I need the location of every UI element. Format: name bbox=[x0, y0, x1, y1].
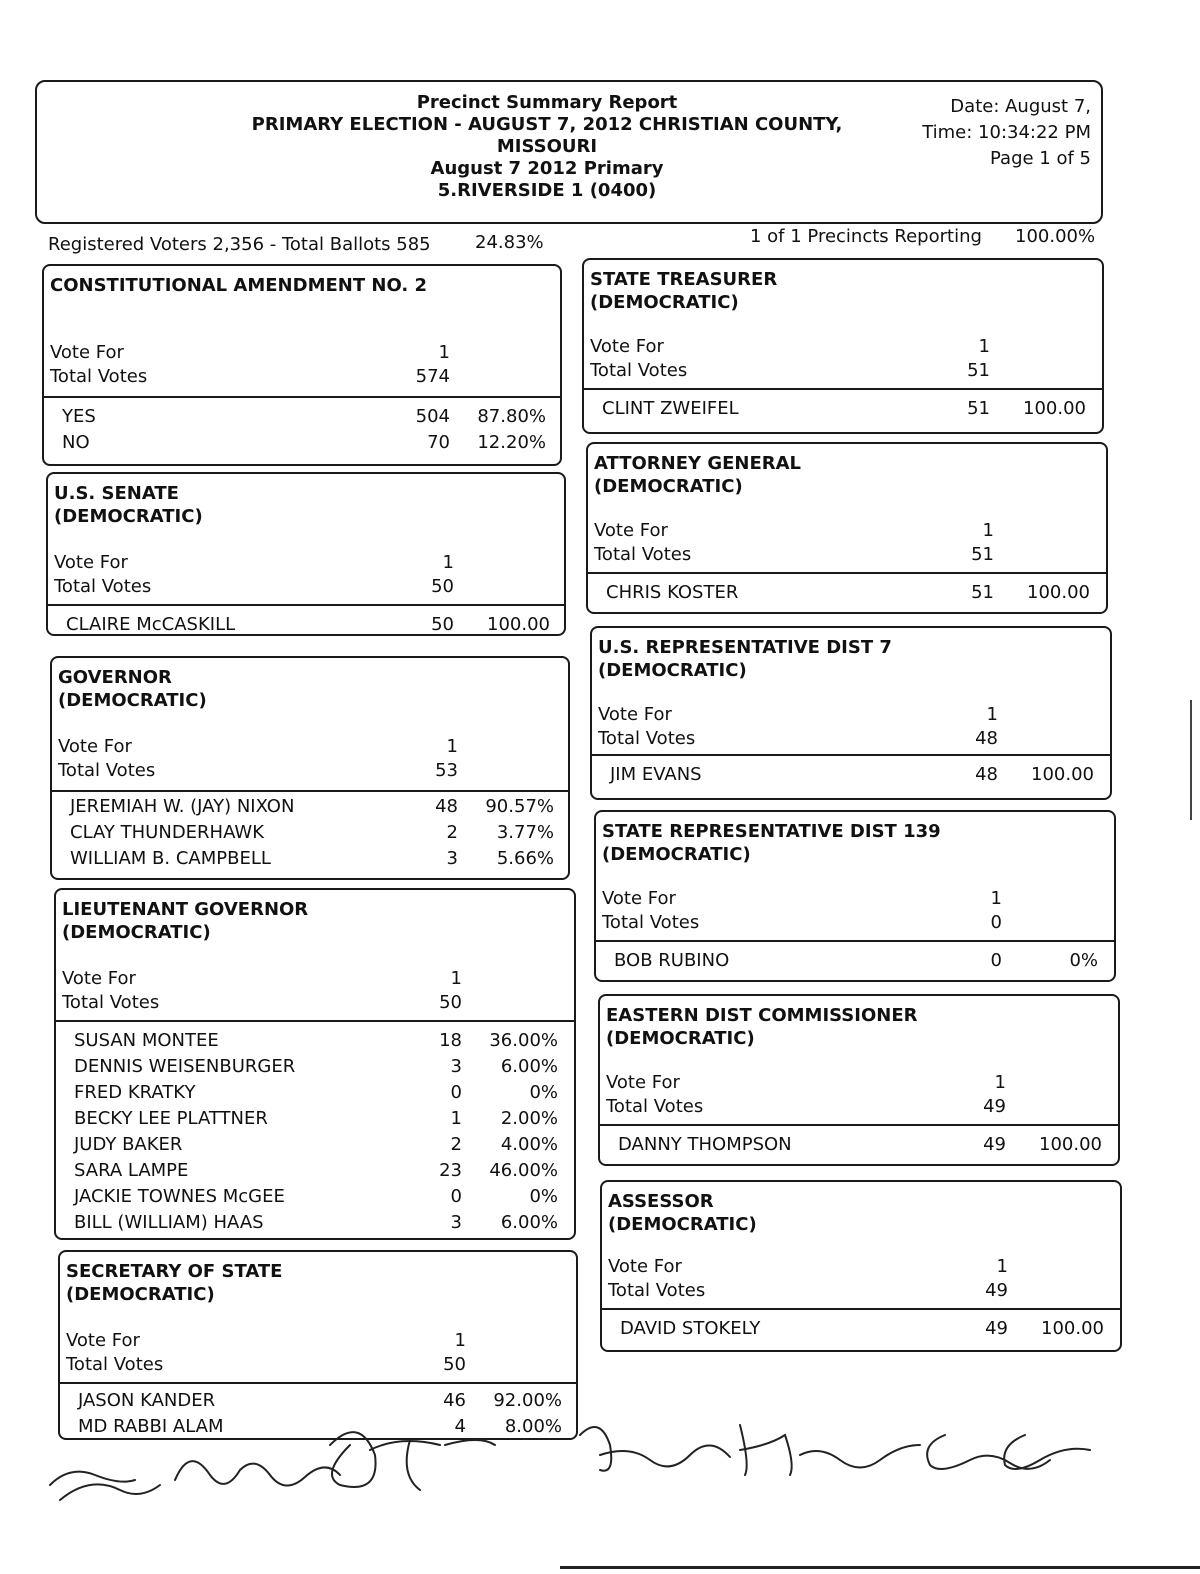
candidate-votes: 0 bbox=[450, 1082, 462, 1103]
race-title-line: (DEMOCRATIC) bbox=[598, 660, 747, 681]
candidate-percent: 100.00 bbox=[1041, 1318, 1104, 1339]
report-date: Date: August 7, bbox=[950, 96, 1091, 117]
race-box-constitutional-amendment-no-2 bbox=[42, 264, 562, 466]
race-box-lieutenant-governor bbox=[54, 888, 576, 1240]
race-title-line: ATTORNEY GENERAL bbox=[594, 453, 802, 474]
total-votes-value: 49 bbox=[983, 1096, 1006, 1117]
signature-5 bbox=[740, 1425, 920, 1475]
signature-3 bbox=[330, 1432, 495, 1490]
total-votes-value: 49 bbox=[985, 1280, 1008, 1301]
race-title bbox=[606, 1004, 1112, 1050]
registered-voters: Registered Voters 2,356 - Total Ballots 585 bbox=[48, 234, 431, 255]
candidate-name: JUDY BAKER bbox=[74, 1134, 183, 1155]
candidate-row bbox=[594, 582, 1100, 608]
total-votes-row bbox=[608, 1280, 1114, 1304]
race-title bbox=[54, 482, 558, 528]
race-title-line: ASSESSOR bbox=[608, 1191, 714, 1212]
candidate-percent: 8.00% bbox=[504, 1416, 562, 1437]
total-votes-value: 0 bbox=[990, 912, 1002, 933]
vote-for-label: Vote For bbox=[598, 704, 672, 725]
race-box-u-s-representative-dist-7 bbox=[590, 626, 1112, 800]
candidate-percent: 100.00 bbox=[1023, 398, 1086, 419]
candidate-row bbox=[58, 796, 562, 822]
race-title bbox=[66, 1260, 570, 1306]
candidate-name: FRED KRATKY bbox=[74, 1082, 196, 1103]
turnout-percent: 24.83% bbox=[475, 232, 544, 253]
race-title-line: EASTERN DIST COMMISSIONER bbox=[606, 1005, 918, 1026]
candidate-name: SUSAN MONTEE bbox=[74, 1030, 219, 1051]
candidate-row bbox=[62, 1056, 568, 1082]
precincts-reporting-percent: 100.00% bbox=[1015, 226, 1096, 247]
results-divider bbox=[596, 940, 1114, 942]
total-votes-row bbox=[50, 366, 554, 390]
candidate-percent: 0% bbox=[529, 1082, 558, 1103]
candidate-name: BOB RUBINO bbox=[614, 950, 730, 971]
vote-for-label: Vote For bbox=[58, 736, 132, 757]
candidate-row bbox=[62, 1186, 568, 1212]
candidate-votes: 46 bbox=[443, 1390, 466, 1411]
candidate-votes: 3 bbox=[446, 848, 458, 869]
candidate-percent: 0% bbox=[1069, 950, 1098, 971]
candidate-votes: 18 bbox=[439, 1030, 462, 1051]
race-title-line: (DEMOCRATIC) bbox=[58, 690, 207, 711]
vote-for-label: Vote For bbox=[602, 888, 676, 909]
election-line-1: PRIMARY ELECTION - AUGUST 7, 2012 CHRISTIAN COUNTY, bbox=[251, 114, 843, 135]
vote-for-row bbox=[54, 552, 558, 576]
vote-for-value: 1 bbox=[986, 704, 998, 725]
results-divider bbox=[44, 396, 560, 398]
candidate-percent: 100.00 bbox=[1027, 582, 1090, 603]
vote-for-row bbox=[50, 342, 554, 366]
results-divider bbox=[600, 1124, 1118, 1126]
total-votes-value: 50 bbox=[439, 992, 462, 1013]
candidate-votes: 49 bbox=[985, 1318, 1008, 1339]
race-box-attorney-general bbox=[586, 442, 1108, 614]
candidate-name: CLAIRE McCASKILL bbox=[66, 614, 236, 635]
total-votes-label: Total Votes bbox=[594, 544, 692, 565]
total-votes-label: Total Votes bbox=[58, 760, 156, 781]
race-box-u-s-senate bbox=[46, 472, 566, 636]
candidate-row bbox=[62, 1134, 568, 1160]
candidate-percent: 87.80% bbox=[477, 406, 546, 427]
race-title-line: (DEMOCRATIC) bbox=[590, 292, 739, 313]
candidate-percent: 100.00 bbox=[487, 614, 550, 635]
candidate-row bbox=[598, 764, 1104, 790]
candidate-row bbox=[58, 848, 562, 874]
candidate-name: JIM EVANS bbox=[610, 764, 702, 785]
candidate-name: DANNY THOMPSON bbox=[618, 1134, 792, 1155]
candidate-votes: 51 bbox=[967, 398, 990, 419]
candidate-row bbox=[62, 1082, 568, 1108]
race-title bbox=[594, 452, 1100, 498]
total-votes-row bbox=[594, 544, 1100, 568]
candidate-row bbox=[62, 1030, 568, 1056]
election-line-2: MISSOURI bbox=[496, 136, 598, 157]
candidate-row bbox=[50, 406, 554, 432]
race-title-line: SECRETARY OF STATE bbox=[66, 1261, 283, 1282]
vote-for-label: Vote For bbox=[66, 1330, 140, 1351]
candidate-votes: 3 bbox=[450, 1056, 462, 1077]
results-divider bbox=[56, 1020, 574, 1022]
results-divider bbox=[602, 1308, 1120, 1310]
total-votes-row bbox=[606, 1096, 1112, 1120]
race-title bbox=[50, 274, 554, 297]
candidate-name: CHRIS KOSTER bbox=[606, 582, 739, 603]
vote-for-value: 1 bbox=[996, 1256, 1008, 1277]
results-divider bbox=[60, 1382, 576, 1384]
total-votes-label: Total Votes bbox=[606, 1096, 704, 1117]
results-divider bbox=[48, 604, 564, 606]
page-bottom-rule bbox=[560, 1566, 1200, 1569]
total-votes-row bbox=[590, 360, 1096, 384]
race-title-line: STATE REPRESENTATIVE DIST 139 bbox=[602, 821, 941, 842]
candidate-percent: 3.77% bbox=[496, 822, 554, 843]
candidate-name: CLINT ZWEIFEL bbox=[602, 398, 739, 419]
vote-for-label: Vote For bbox=[590, 336, 664, 357]
race-title-line: LIEUTENANT GOVERNOR bbox=[62, 899, 309, 920]
race-title bbox=[62, 898, 568, 944]
signatures bbox=[40, 1405, 1120, 1515]
candidate-row bbox=[590, 398, 1096, 424]
candidate-votes: 2 bbox=[450, 1134, 462, 1155]
candidate-votes: 1 bbox=[450, 1108, 462, 1129]
candidate-percent: 12.20% bbox=[477, 432, 546, 453]
race-title bbox=[58, 666, 562, 712]
total-votes-label: Total Votes bbox=[602, 912, 700, 933]
total-votes-label: Total Votes bbox=[62, 992, 160, 1013]
candidate-votes: 49 bbox=[983, 1134, 1006, 1155]
candidate-name: CLAY THUNDERHAWK bbox=[70, 822, 265, 843]
candidate-votes: 48 bbox=[435, 796, 458, 817]
candidate-votes: 23 bbox=[439, 1160, 462, 1181]
candidate-name: NO bbox=[62, 432, 90, 453]
candidate-name: DENNIS WEISENBURGER bbox=[74, 1056, 296, 1077]
vote-for-label: Vote For bbox=[608, 1256, 682, 1277]
total-votes-row bbox=[66, 1354, 570, 1378]
vote-for-row bbox=[58, 736, 562, 760]
vote-for-value: 1 bbox=[442, 552, 454, 573]
vote-for-value: 1 bbox=[454, 1330, 466, 1351]
candidate-row bbox=[62, 1160, 568, 1186]
candidate-percent: 100.00 bbox=[1031, 764, 1094, 785]
results-divider bbox=[584, 388, 1102, 390]
candidate-votes: 51 bbox=[971, 582, 994, 603]
candidate-votes: 50 bbox=[431, 614, 454, 635]
candidate-votes: 2 bbox=[446, 822, 458, 843]
vote-for-value: 1 bbox=[994, 1072, 1006, 1093]
race-title-line: CONSTITUTIONAL AMENDMENT NO. 2 bbox=[50, 275, 427, 296]
total-votes-value: 50 bbox=[443, 1354, 466, 1375]
race-title bbox=[608, 1190, 1114, 1236]
candidate-percent: 2.00% bbox=[500, 1108, 558, 1129]
total-votes-row bbox=[58, 760, 562, 784]
total-votes-value: 51 bbox=[971, 544, 994, 565]
race-title-line: (DEMOCRATIC) bbox=[54, 506, 203, 527]
candidate-name: JACKIE TOWNES McGEE bbox=[74, 1186, 285, 1207]
race-box-state-treasurer bbox=[582, 258, 1104, 434]
results-divider bbox=[52, 790, 568, 792]
total-votes-value: 48 bbox=[975, 728, 998, 749]
vote-for-row bbox=[594, 520, 1100, 544]
race-title-line: STATE TREASURER bbox=[590, 269, 778, 290]
vote-for-row bbox=[62, 968, 568, 992]
results-divider bbox=[588, 572, 1106, 574]
vote-for-label: Vote For bbox=[54, 552, 128, 573]
candidate-votes: 48 bbox=[975, 764, 998, 785]
candidate-percent: 6.00% bbox=[500, 1056, 558, 1077]
candidate-row bbox=[58, 822, 562, 848]
vote-for-value: 1 bbox=[982, 520, 994, 541]
vote-for-value: 1 bbox=[978, 336, 990, 357]
primary-name: August 7 2012 Primary bbox=[430, 158, 664, 179]
vote-for-row bbox=[590, 336, 1096, 360]
precincts-reporting: 1 of 1 Precincts Reporting bbox=[750, 226, 982, 247]
vote-for-value: 1 bbox=[446, 736, 458, 757]
candidate-name: JEREMIAH W. (JAY) NIXON bbox=[70, 796, 295, 817]
results-divider bbox=[592, 754, 1110, 756]
race-box-governor bbox=[50, 656, 570, 880]
vote-for-row bbox=[602, 888, 1108, 912]
candidate-name: BILL (WILLIAM) HAAS bbox=[74, 1212, 264, 1233]
candidate-row bbox=[608, 1318, 1114, 1344]
vote-for-label: Vote For bbox=[50, 342, 124, 363]
vote-for-label: Vote For bbox=[62, 968, 136, 989]
candidate-name: SARA LAMPE bbox=[74, 1160, 189, 1181]
vote-for-label: Vote For bbox=[606, 1072, 680, 1093]
header-titles bbox=[227, 92, 867, 202]
race-title-line: (DEMOCRATIC) bbox=[606, 1028, 755, 1049]
candidate-row bbox=[54, 614, 558, 640]
vote-for-row bbox=[608, 1256, 1114, 1280]
vote-for-row bbox=[606, 1072, 1112, 1096]
candidate-percent: 5.66% bbox=[496, 848, 554, 869]
candidate-votes: 0 bbox=[450, 1186, 462, 1207]
total-votes-value: 51 bbox=[967, 360, 990, 381]
candidate-row bbox=[62, 1108, 568, 1134]
candidate-votes: 4 bbox=[454, 1416, 466, 1437]
report-title: Precinct Summary Report bbox=[416, 92, 678, 113]
race-title-line: U.S. REPRESENTATIVE DIST 7 bbox=[598, 637, 892, 658]
race-box-assessor bbox=[600, 1180, 1122, 1352]
total-votes-value: 50 bbox=[431, 576, 454, 597]
race-title-line: GOVERNOR bbox=[58, 667, 172, 688]
race-title-line: U.S. SENATE bbox=[54, 483, 179, 504]
candidate-votes: 0 bbox=[990, 950, 1002, 971]
vote-for-value: 1 bbox=[990, 888, 1002, 909]
candidate-percent: 100.00 bbox=[1039, 1134, 1102, 1155]
total-votes-label: Total Votes bbox=[598, 728, 696, 749]
report-header bbox=[35, 80, 1103, 224]
header-meta bbox=[922, 94, 1091, 172]
page-number: Page 1 of 5 bbox=[990, 148, 1091, 169]
candidate-votes: 70 bbox=[427, 432, 450, 453]
race-title-line: (DEMOCRATIC) bbox=[62, 922, 211, 943]
candidate-name: WILLIAM B. CAMPBELL bbox=[70, 848, 271, 869]
candidate-row bbox=[602, 950, 1108, 976]
race-title-line: (DEMOCRATIC) bbox=[608, 1214, 757, 1235]
candidate-name: BECKY LEE PLATTNER bbox=[74, 1108, 268, 1129]
total-votes-value: 53 bbox=[435, 760, 458, 781]
vote-for-row bbox=[598, 704, 1104, 728]
total-votes-row bbox=[602, 912, 1108, 936]
vote-for-row bbox=[66, 1330, 570, 1354]
candidate-percent: 0% bbox=[529, 1186, 558, 1207]
total-votes-label: Total Votes bbox=[50, 366, 148, 387]
total-votes-value: 574 bbox=[415, 366, 450, 387]
candidate-votes: 504 bbox=[415, 406, 450, 427]
vote-for-label: Vote For bbox=[594, 520, 668, 541]
vote-for-value: 1 bbox=[450, 968, 462, 989]
race-title bbox=[590, 268, 1096, 314]
candidate-percent: 92.00% bbox=[493, 1390, 562, 1411]
total-votes-label: Total Votes bbox=[590, 360, 688, 381]
total-votes-row bbox=[54, 576, 558, 600]
precinct-name: 5.RIVERSIDE 1 (0400) bbox=[437, 180, 657, 201]
candidate-percent: 90.57% bbox=[485, 796, 554, 817]
total-votes-label: Total Votes bbox=[54, 576, 152, 597]
candidate-percent: 4.00% bbox=[500, 1134, 558, 1155]
candidate-percent: 6.00% bbox=[500, 1212, 558, 1233]
race-title bbox=[602, 820, 1108, 866]
candidate-row bbox=[62, 1212, 568, 1238]
race-box-state-representative-dist-139 bbox=[594, 810, 1116, 982]
candidate-name: JASON KANDER bbox=[78, 1390, 216, 1411]
race-title-line: (DEMOCRATIC) bbox=[602, 844, 751, 865]
candidate-row bbox=[606, 1134, 1112, 1160]
total-votes-label: Total Votes bbox=[608, 1280, 706, 1301]
candidate-row bbox=[50, 432, 554, 458]
candidate-votes: 3 bbox=[450, 1212, 462, 1233]
race-title-line: (DEMOCRATIC) bbox=[594, 476, 743, 497]
total-votes-row bbox=[62, 992, 568, 1016]
race-title-line: (DEMOCRATIC) bbox=[66, 1284, 215, 1305]
signature-4 bbox=[580, 1427, 730, 1471]
signature-6 bbox=[927, 1435, 1090, 1469]
candidate-name: MD RABBI ALAM bbox=[78, 1416, 224, 1437]
signature-1 bbox=[50, 1472, 160, 1500]
candidate-name: DAVID STOKELY bbox=[620, 1318, 761, 1339]
candidate-percent: 36.00% bbox=[489, 1030, 558, 1051]
signature-2 bbox=[175, 1461, 340, 1485]
vote-for-value: 1 bbox=[438, 342, 450, 363]
race-title bbox=[598, 636, 1104, 682]
total-votes-label: Total Votes bbox=[66, 1354, 164, 1375]
candidate-name: YES bbox=[62, 406, 96, 427]
candidate-percent: 46.00% bbox=[489, 1160, 558, 1181]
scan-edge-mark bbox=[1190, 700, 1192, 820]
total-votes-row bbox=[598, 728, 1104, 752]
race-box-eastern-dist-commissioner bbox=[598, 994, 1120, 1166]
report-time: Time: 10:34:22 PM bbox=[922, 122, 1091, 143]
